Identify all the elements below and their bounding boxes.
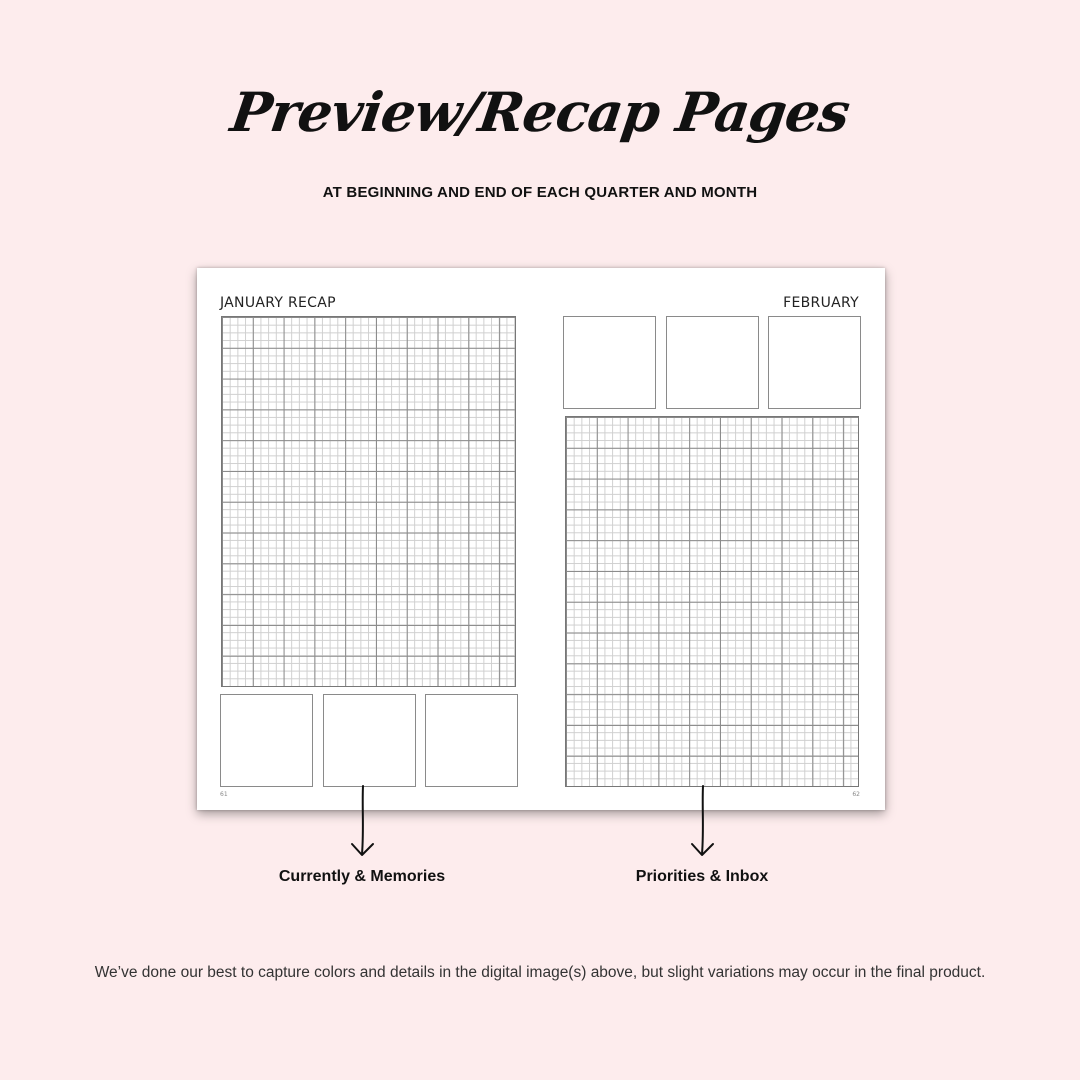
priority-box-2: [666, 316, 759, 409]
memory-box-3: [425, 694, 518, 787]
arrow-down-icon: [688, 784, 718, 864]
caption-priorities-inbox: Priorities & Inbox: [635, 868, 769, 885]
left-page-number: 61: [220, 791, 228, 798]
priority-box-3: [768, 316, 861, 409]
right-page-number: 62: [852, 791, 860, 798]
right-page-title: FEBRUARY: [783, 295, 859, 311]
recap-grid: [221, 316, 516, 687]
memory-box-1: [220, 694, 313, 787]
priority-box-1: [563, 316, 656, 409]
page-title: Preview/Recap Pages: [226, 80, 854, 144]
inbox-grid: [565, 416, 859, 787]
left-page-title: JANUARY RECAP: [220, 295, 336, 311]
arrow-down-icon: [348, 784, 378, 864]
disclaimer-text: We’ve done our best to capture colors and details in the digital image(s) above, but slight variations may occur in the final product.: [94, 964, 986, 981]
page-subtitle: AT BEGINNING AND END OF EACH QUARTER AND MONTH: [322, 184, 758, 201]
caption-currently-memories: Currently & Memories: [278, 868, 446, 885]
planner-spread: [197, 268, 885, 810]
memory-box-2: [323, 694, 416, 787]
